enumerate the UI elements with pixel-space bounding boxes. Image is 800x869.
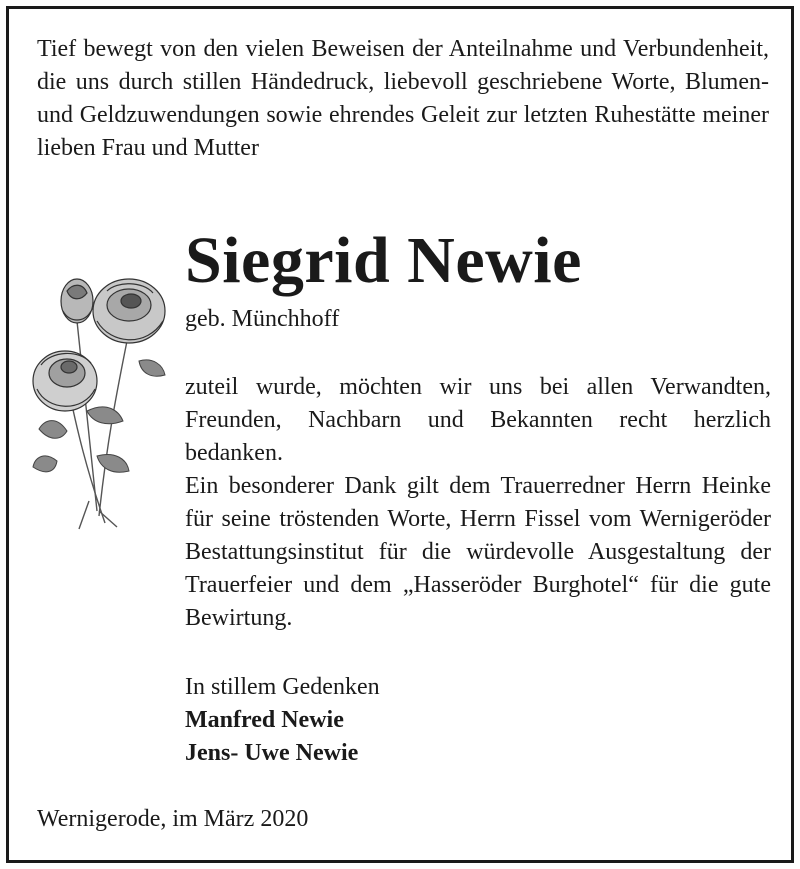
- closing-block: [185, 671, 380, 770]
- place-date: Wernigerode, im März 2020: [37, 806, 309, 832]
- obituary-frame: [6, 6, 794, 863]
- thanks-paragraph-1: zuteil wurde, möchten wir uns bei allen Verwandten, Freunden, Nachbarn und Bekannten recht herzlich bedanken.: [185, 374, 771, 466]
- closing-line: In stillem Gedenken: [185, 674, 380, 700]
- roses-icon: [27, 261, 177, 541]
- deceased-name: Siegrid Newie: [185, 224, 582, 297]
- intro-text: Tief bewegt von den vielen Beweisen der Anteilnahme und Verbundenheit, die uns durch stillen Händedruck, liebevoll geschriebene Worte, Blumen- und Geldzuwendungen sowie ehrendes Geleit zur letzten Ruhestätte meiner lieben Frau und Mutter: [37, 36, 769, 161]
- maiden-name: geb. Münchhoff: [185, 306, 340, 332]
- thanks-paragraph-2: Ein besonderer Dank gilt dem Trauerredner Herrn Heinke für seine tröstenden Worte, Herrn Fissel vom Wernigeröder Bestattungsinstitut für die würdevolle Ausgestaltung der Trauerfeier und dem „Hasseröder Burghotel“ für die gute Bewirtung.: [185, 473, 771, 631]
- signer-2: Jens- Uwe Newie: [185, 740, 359, 766]
- thanks-text: [185, 371, 771, 635]
- signer-1: Manfred Newie: [185, 707, 344, 733]
